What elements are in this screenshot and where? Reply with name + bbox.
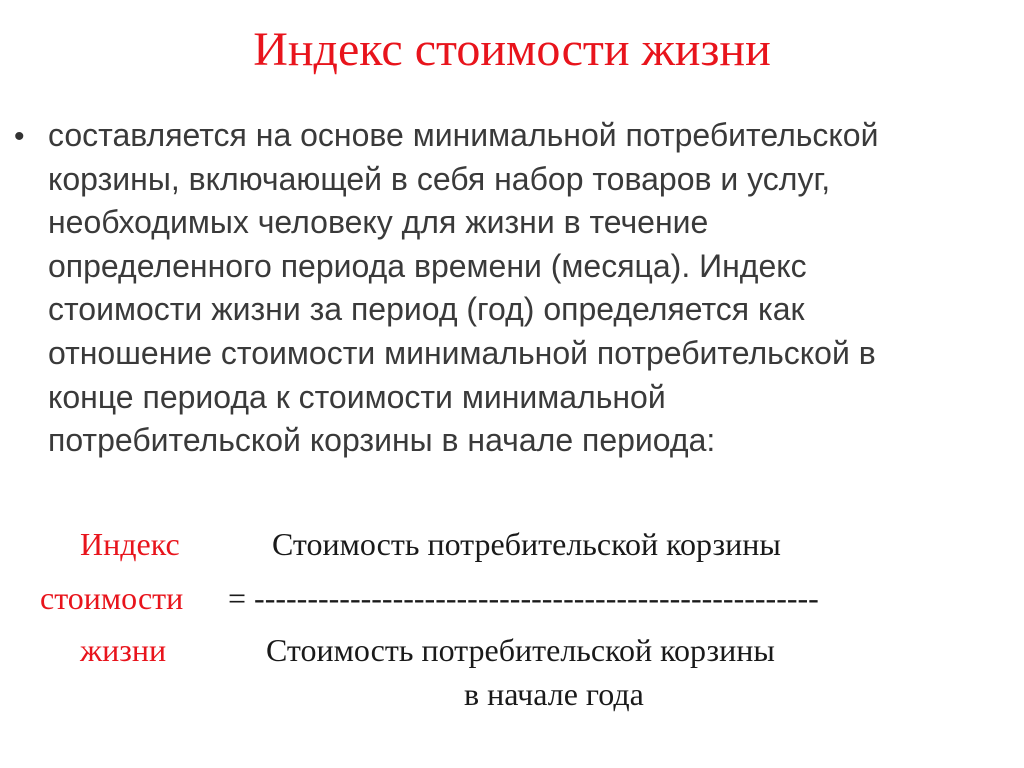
formula-label-index: Индекс: [80, 526, 180, 562]
paragraph-line: конце периода к стоимости минимальной: [48, 378, 666, 415]
paragraph-line: стоимости жизни за период (год) определяется как: [48, 291, 805, 328]
formula-numerator: Стоимость потребительской корзины: [272, 526, 781, 562]
formula-denominator: Стоимость потребительской корзины: [266, 632, 775, 668]
definition-paragraph: [48, 114, 1008, 463]
paragraph-line: составляется на основе минимальной потребительской: [48, 117, 879, 153]
formula-denominator-note: в начале года: [464, 676, 644, 712]
formula-label-cost: стоимости: [40, 580, 184, 616]
formula-fraction-bar: = -----------------------------------------------------: [228, 580, 819, 616]
paragraph-line: корзины, включающей в себя набор товаров и услуг,: [48, 160, 831, 197]
paragraph-line: необходимых человеку для жизни в течение: [48, 204, 709, 241]
paragraph-line: отношение стоимости минимальной потребительской в: [48, 334, 876, 371]
paragraph-line: определенного периода времени (месяца). Индекс: [48, 247, 807, 284]
bullet-point-icon: •: [14, 120, 25, 153]
slide-title: Индекс стоимости жизни: [253, 23, 771, 76]
formula-label-life: жизни: [80, 632, 167, 668]
paragraph-line: потребительской корзины в начале периода:: [48, 422, 716, 459]
